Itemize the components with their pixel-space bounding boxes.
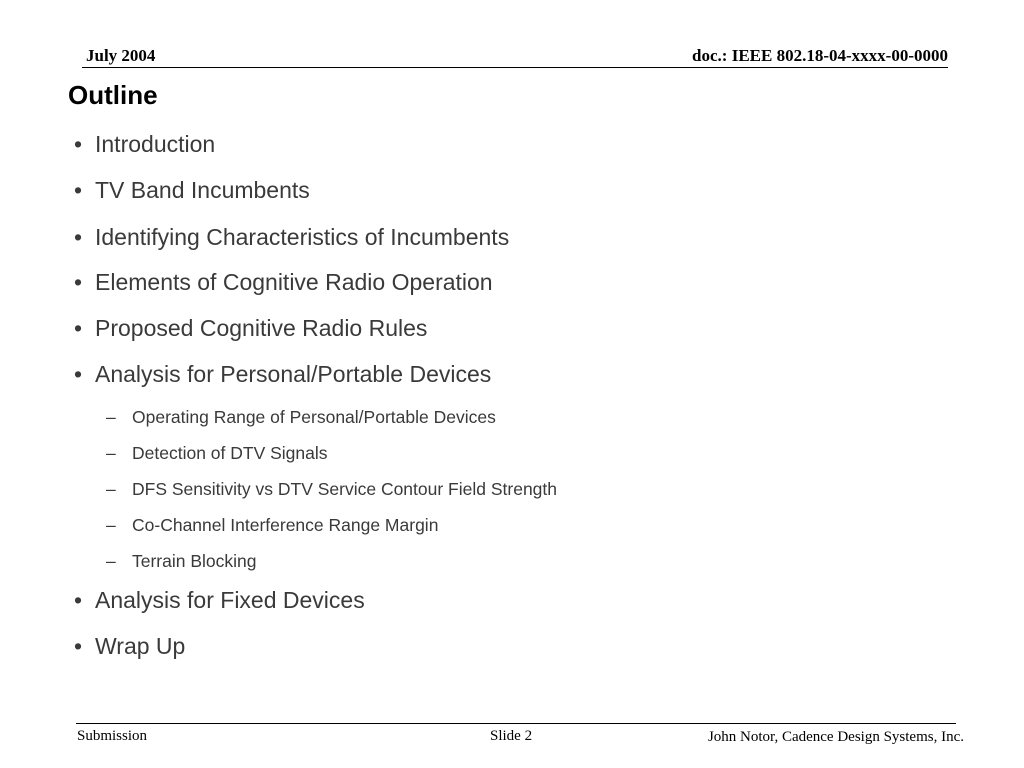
bullet-item xyxy=(74,313,427,343)
bullet-marker: • xyxy=(74,224,83,250)
footer-rule xyxy=(76,723,956,724)
bullet-text: TV Band Incumbents xyxy=(95,177,310,203)
bullet-item xyxy=(74,222,509,252)
slide-title: Outline xyxy=(68,80,158,110)
sub-bullet-item xyxy=(106,513,438,537)
bullet-marker: • xyxy=(74,587,83,613)
bullet-item xyxy=(74,585,365,615)
bullet-text: Analysis for Personal/Portable Devices xyxy=(95,361,492,387)
bullet-text: Identifying Characteristics of Incumbents xyxy=(95,224,510,250)
sub-bullet-marker: – xyxy=(106,551,116,571)
bullet-text: Elements of Cognitive Radio Operation xyxy=(95,269,493,295)
sub-bullet-marker: – xyxy=(106,407,116,427)
bullet-text: Proposed Cognitive Radio Rules xyxy=(95,315,428,341)
footer-author: John Notor, Cadence Design Systems, Inc. xyxy=(707,729,964,745)
bullet-text: Analysis for Fixed Devices xyxy=(95,587,365,613)
sub-bullet-marker: – xyxy=(106,479,116,499)
bullet-marker: • xyxy=(74,177,83,203)
footer-submission: Submission xyxy=(77,728,148,744)
bullet-item xyxy=(74,631,185,661)
sub-bullet-text: Terrain Blocking xyxy=(132,551,257,571)
bullet-item xyxy=(74,175,310,205)
footer-slide-number: Slide 2 xyxy=(490,728,533,744)
bullet-marker: • xyxy=(74,131,83,157)
bullet-text: Wrap Up xyxy=(95,633,186,659)
bullet-item xyxy=(74,267,493,297)
sub-bullet-marker: – xyxy=(106,443,116,463)
sub-bullet-text: Operating Range of Personal/Portable Devices xyxy=(132,407,496,427)
bullet-marker: • xyxy=(74,269,83,295)
sub-bullet-text: DFS Sensitivity vs DTV Service Contour Field Strength xyxy=(132,479,558,499)
sub-bullet-item xyxy=(106,441,328,465)
header-date: July 2004 xyxy=(86,46,156,65)
bullet-marker: • xyxy=(74,633,83,659)
sub-bullet-item xyxy=(106,405,496,429)
bullet-item xyxy=(74,129,215,159)
sub-bullet-item xyxy=(106,549,257,573)
sub-bullet-text: Detection of DTV Signals xyxy=(132,443,328,463)
sub-bullet-item xyxy=(106,477,557,501)
header-doc-id: doc.: IEEE 802.18-04-xxxx-00-0000 xyxy=(692,46,948,65)
bullet-marker: • xyxy=(74,315,83,341)
sub-bullet-text: Co-Channel Interference Range Margin xyxy=(132,515,439,535)
bullet-item xyxy=(74,359,491,389)
sub-bullet-marker: – xyxy=(106,515,116,535)
bullet-marker: • xyxy=(74,361,83,387)
bullet-text: Introduction xyxy=(95,131,216,157)
